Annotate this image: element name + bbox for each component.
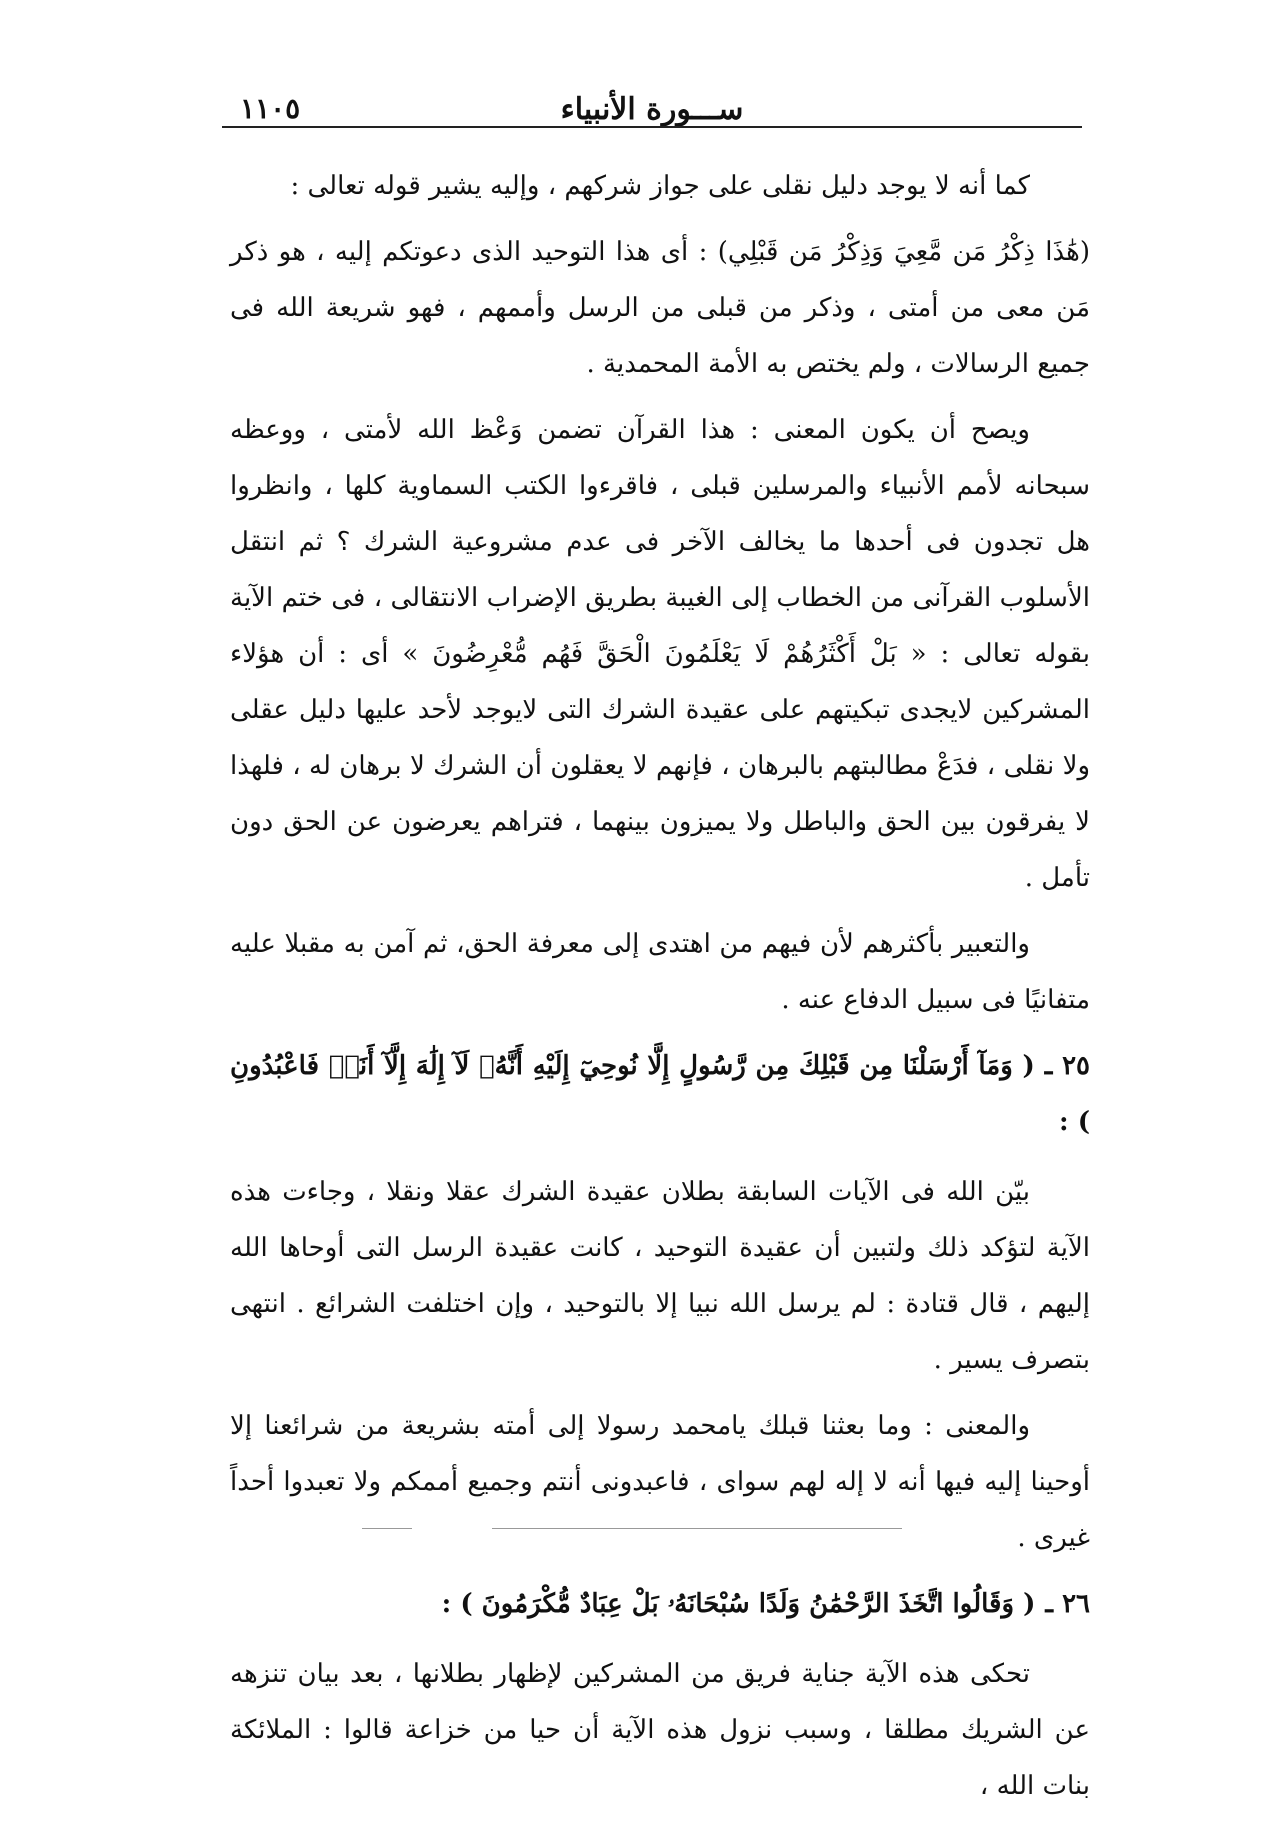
page-header xyxy=(222,92,1082,128)
footer-rule-short xyxy=(362,1528,412,1529)
verse-text: ( وَمَآ أَرْسَلْنَا مِن قَبْلِكَ مِن رَّسُولٍ إِلَّا نُوحِيٓ إِلَيْهِ أَنَّهُۥ لَآ إِلَٰهَ إِلَّآ أَنَا۠ فَاعْبُدُونِ ) : xyxy=(230,1051,1090,1137)
paragraph: والتعبير بأكثرهم لأن فيهم من اهتدى إلى معرفة الحق، ثم آمن به مقبلا عليه متفانيًا فى سبيل الدفاع عنه . xyxy=(230,929,1090,1015)
verse-heading xyxy=(230,1576,1090,1632)
footer-rule-long xyxy=(492,1528,902,1529)
page-body xyxy=(230,158,1090,1824)
verse-number: ٢٥ ـ xyxy=(1044,1051,1090,1081)
paragraph: تحكى هذه الآية جناية فريق من المشركين لإظهار بطلانها ، بعد بيان تنزهه عن الشريك مطلقا ، وسبب نزول هذه الآية أن حيا من خزاعة قالوا : الملائكة بنات الله ، xyxy=(230,1659,1090,1801)
header-rule xyxy=(222,126,1082,128)
verse-text: ( وَقَالُوا اتَّخَذَ الرَّحْمَٰنُ وَلَدًا سُبْحَانَهُۥ بَلْ عِبَادٌ مُّكْرَمُونَ ) : xyxy=(441,1589,1036,1619)
paragraph: بيّن الله فى الآيات السابقة بطلان عقيدة الشرك عقلا ونقلا ، وجاءت هذه الآية لتؤكد ذلك ولتبين أن عقيدة التوحيد ، كانت عقيدة الرسل التى أوحاها الله إليهم ، قال قتادة : لم يرسل الله نبيا إلا بالتوحيد ، وإن اختلفت الشرائع . انتهى بتصرف يسير . xyxy=(230,1177,1090,1375)
page-number: ١١٠٥ xyxy=(240,92,301,125)
verse-number: ٢٦ ـ xyxy=(1045,1589,1090,1619)
footer-rule xyxy=(362,1528,902,1536)
paragraph: (هَٰذَا ذِكْرُ مَن مَّعِيَ وَذِكْرُ مَن قَبْلِي) : أى هذا التوحيد الذى دعوتكم إليه ، هو ذكر مَن معى من أمتى ، وذكر من قبلى من الرسل وأممهم ، فهو شريعة الله فى جميع الرسالات ، ولم يختص به الأمة المحمدية . xyxy=(230,237,1090,379)
verse-heading xyxy=(230,1038,1090,1150)
paragraph: والمعنى : وما بعثنا قبلك يامحمد رسولا إلى أمته بشريعة من شرائعنا إلا أوحينا إليه فيها أنه لا إله لهم سواى ، فاعبدونى أنتم وجميع أممكم ولا تعبدوا أحداً غيرى . xyxy=(230,1411,1090,1553)
surah-title: ســـورة الأنبياء xyxy=(560,92,744,127)
paragraph: كما أنه لا يوجد دليل نقلى على جواز شركهم ، وإليه يشير قوله تعالى : xyxy=(290,171,1030,201)
paragraph: ويصح أن يكون المعنى : هذا القرآن تضمن وَعْظ الله لأمتى ، ووعظه سبحانه لأمم الأنبياء والمرسلين قبلى ، فاقرءوا الكتب السماوية كلها ، وانظروا هل تجدون فى أحدها ما يخالف الآخر فى عدم مشروعية الشرك ؟ ثم انتقل الأسلوب القرآنى من الخطاب إلى الغيبة بطريق الإضراب الانتقالى ، فى ختم الآية بقوله تعالى : « بَلْ أَكْثَرُهُمْ لَا يَعْلَمُونَ الْحَقَّ فَهُم مُّعْرِضُونَ » أى : أن هؤلاء المشركين لايجدى تبكيتهم على عقيدة الشرك التى لايوجد لأحد عليها دليل عقلى ولا نقلى ، فدَعْ مطالبتهم بالبرهان ، فإنهم لا يعقلون أن الشرك لا برهان له ، فلهذا لا يفرقون بين الحق والباطل ولا يميزون بينهما ، فتراهم يعرضون عن الحق دون تأمل . xyxy=(230,415,1090,893)
